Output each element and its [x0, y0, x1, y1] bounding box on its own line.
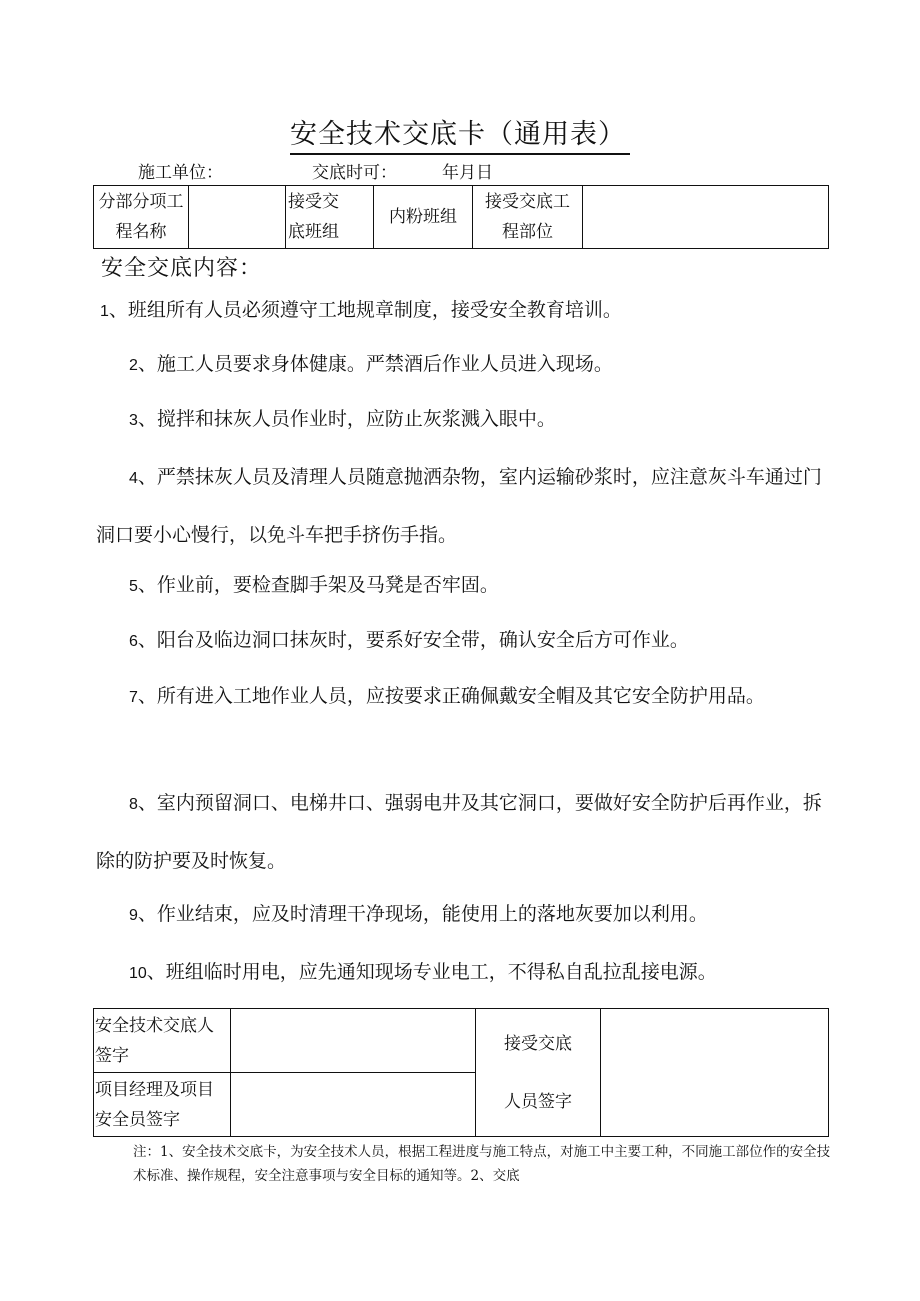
footnote: 注：1、安全技术交底卡，为安全技术人员，根据工程进度与施工特点，对施工中主要工种，不同施工部位作的安全技术标准、操作规程，安全注意事项与安全目标的通知等。2、交底	[133, 1144, 831, 1184]
list-item: 5、作业前，要检查脚手架及马凳是否牢固。	[129, 574, 499, 596]
receiving-team-label-line1: 接受交	[288, 192, 339, 212]
recipient-signature-field[interactable]	[601, 1009, 829, 1137]
briefing-time-label: 交底时可：	[312, 163, 397, 183]
work-location-value-cell[interactable]	[583, 186, 829, 249]
briefer-signature-label-cell	[94, 1009, 231, 1073]
project-name-label-cell	[94, 186, 189, 249]
receiving-team-label-cell	[286, 186, 374, 249]
recipient-signature-label-cell	[476, 1009, 601, 1137]
date-label: 年月日	[442, 163, 493, 183]
briefer-signature-label-line1: 安全技术交底人	[95, 1015, 214, 1036]
list-item: 1、班组所有人员必须遵守工地规章制度，接受安全教育培训。	[100, 299, 622, 321]
project-name-value-cell[interactable]	[189, 186, 286, 249]
work-location-label-line2: 程部位	[502, 222, 553, 242]
list-item: 4、严禁抹灰人员及清理人员随意抛洒杂物，室内运输砂浆时，应注意灰斗车通过门洞口要小心慢行，以免斗车把手挤伤手指。	[96, 466, 822, 546]
signature-table	[93, 1008, 829, 1137]
briefer-signature-field[interactable]	[231, 1009, 476, 1073]
project-name-label-line2: 程名称	[115, 222, 167, 242]
list-item: 3、搅拌和抹灰人员作业时，应防止灰浆溅入眼中。	[129, 408, 556, 430]
manager-signature-label-line2: 安全员签字	[95, 1109, 180, 1130]
recipient-signature-label-line1: 接受交底	[504, 1033, 572, 1054]
manager-signature-label-cell	[94, 1073, 231, 1137]
recipient-signature-label-line2: 人员签字	[504, 1091, 572, 1112]
construction-unit-label: 施工单位：	[138, 163, 223, 183]
list-item: 2、施工人员要求身体健康。严禁酒后作业人员进入现场。	[129, 353, 613, 375]
manager-signature-field[interactable]	[231, 1073, 476, 1137]
receiving-team-value-cell: 内粉班组	[374, 186, 473, 249]
work-location-label-line1: 接受交底工	[485, 192, 570, 212]
project-name-label-line1: 分部分项工	[98, 192, 184, 212]
section-title: 安全交底内容：	[101, 256, 263, 281]
header-table	[93, 185, 829, 249]
manager-signature-label-line1: 项目经理及项目	[95, 1079, 214, 1100]
briefer-signature-label-line2: 签字	[95, 1045, 129, 1066]
list-item: 8、室内预留洞口、电梯井口、强弱电井及其它洞口，要做好安全防护后再作业，拆除的防护要及时恢复。	[96, 792, 822, 872]
receiving-team-label-line2: 底班组	[288, 222, 339, 242]
list-item: 6、阳台及临边洞口抹灰时，要系好安全带，确认安全后方可作业。	[129, 629, 689, 651]
list-item: 10、班组临时用电，应先通知现场专业电工，不得私自乱拉乱接电源。	[129, 961, 717, 983]
work-location-label-cell	[473, 186, 583, 249]
list-item: 7、所有进入工地作业人员，应按要求正确佩戴安全帽及其它安全防护用品。	[129, 685, 765, 707]
list-item: 9、作业结束，应及时清理干净现场，能使用上的落地灰要加以利用。	[129, 903, 708, 925]
page-title: 安全技术交底卡（通用表）	[290, 118, 630, 155]
